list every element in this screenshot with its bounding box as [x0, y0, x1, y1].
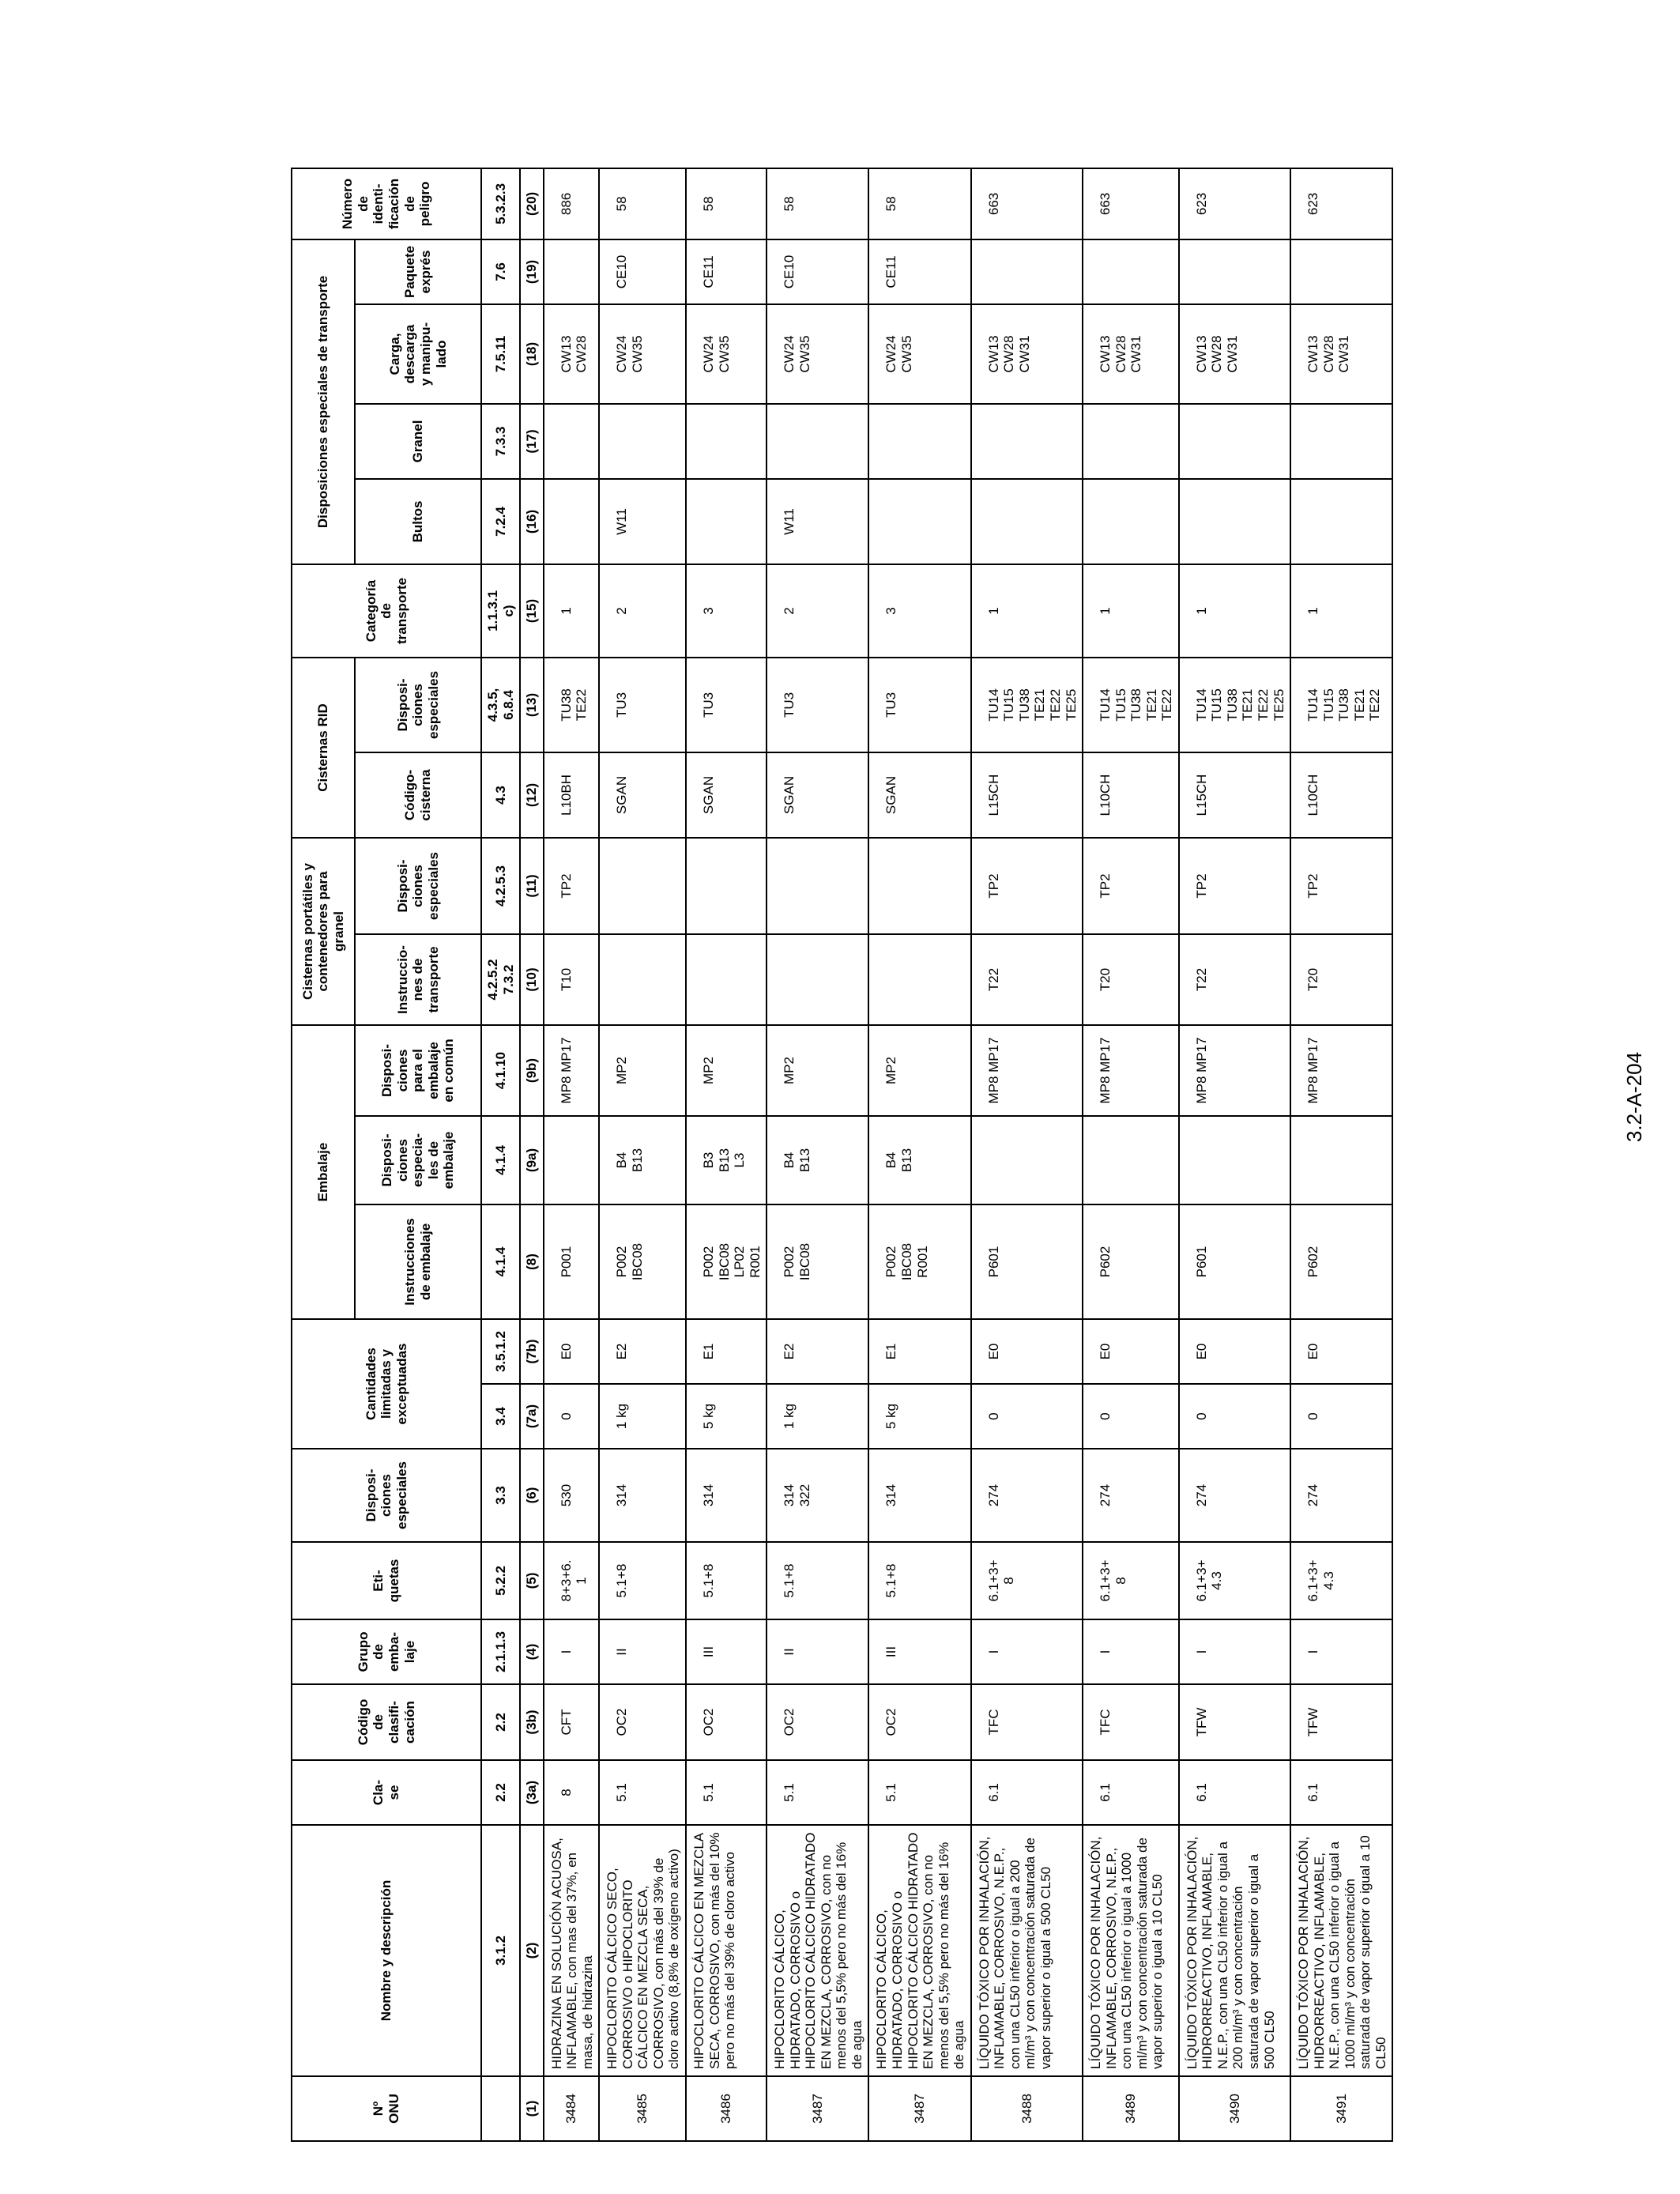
- table-cell: [1179, 404, 1290, 479]
- table-cell: 5.1: [868, 1760, 970, 1825]
- table-cell: TU14 TU15 TU38 TE21 TE22: [1290, 658, 1392, 752]
- table-row: [868, 168, 970, 2141]
- table-cell: 3490: [1179, 2076, 1290, 2141]
- header-rid: Cisternas RID: [292, 658, 355, 838]
- table-cell: [971, 239, 1083, 304]
- table-cell: E2: [599, 1319, 686, 1384]
- table-cell: 1: [1290, 564, 1392, 658]
- table-cell: 3488: [971, 2076, 1083, 2141]
- header-pi: Instrucciones de embalaje: [355, 1204, 481, 1319]
- table-cell: T10: [544, 934, 600, 1025]
- table-cell: 3: [686, 564, 767, 658]
- table-cell: MP2: [599, 1025, 686, 1116]
- table-cell: 1: [971, 564, 1083, 658]
- table-body: [481, 168, 1392, 2141]
- table-cell: 3489: [1083, 2076, 1179, 2141]
- table-cell: 6.1: [1179, 1760, 1290, 1825]
- table-cell: SGAN: [868, 752, 970, 838]
- table-cell: 274: [1290, 1449, 1392, 1542]
- table-cell: 58: [686, 168, 767, 239]
- table-cell: [544, 239, 600, 304]
- table-cell: 1: [1179, 564, 1290, 658]
- column-number-row: [520, 168, 544, 2141]
- table-cell: [686, 404, 767, 479]
- table-cell: MP8 MP17: [1290, 1025, 1392, 1116]
- table-cell: 3: [868, 564, 970, 658]
- table-cell: 5.1+8: [767, 1542, 868, 1619]
- header-portable: Cisternas portátiles y contenedores para granel: [292, 838, 355, 1025]
- table-cell: 3485: [599, 2076, 686, 2141]
- table-cell: 5.1+8: [599, 1542, 686, 1619]
- table-cell: TFW: [1179, 1684, 1290, 1760]
- table-cell: 314: [686, 1449, 767, 1542]
- table-cell: E0: [1290, 1319, 1392, 1384]
- table-cell: 5.1: [767, 1760, 868, 1825]
- table-row: [767, 168, 868, 2141]
- table-cell: 274: [971, 1449, 1083, 1542]
- header-tsp: Disposi- ciones especiales: [355, 838, 481, 934]
- table-cell: [1290, 239, 1392, 304]
- table-cell: 4.3.5, 6.8.4: [481, 658, 520, 752]
- header-tc: Código- cisterna: [355, 752, 481, 838]
- table-cell: 1 kg: [767, 1384, 868, 1449]
- table-cell: (6): [520, 1449, 544, 1542]
- table-cell: (12): [520, 752, 544, 838]
- table-cell: CW24 CW35: [767, 304, 868, 404]
- table-cell: TU3: [767, 658, 868, 752]
- table-cell: T22: [1179, 934, 1290, 1025]
- table-cell: 5.1+8: [686, 1542, 767, 1619]
- table-cell: 314: [868, 1449, 970, 1542]
- table-cell: P602: [1083, 1204, 1179, 1319]
- table-cell: [971, 1116, 1083, 1204]
- header-sp: Disposi- ciones especiales: [292, 1449, 481, 1542]
- table-cell: B3 B13 L3: [686, 1116, 767, 1204]
- table-cell: [971, 479, 1083, 564]
- table-cell: LÍQUIDO TÓXICO POR INHALACIÓN, HIDRORREACTIVO, INFLAMABLE, N.E.P., con una CL50 inferior o igual a 200 ml/m³ y con concentración saturada de vapor superior o igual a 500 CL50: [1179, 1825, 1290, 2076]
- table-cell: (7a): [520, 1384, 544, 1449]
- table-cell: CW13 CW28 CW31: [1290, 304, 1392, 404]
- table-row: [686, 168, 767, 2141]
- table-cell: 274: [1179, 1449, 1290, 1542]
- table-cell: OC2: [767, 1684, 868, 1760]
- table-cell: [1083, 404, 1179, 479]
- table-cell: OC2: [599, 1684, 686, 1760]
- table-cell: 5.1: [686, 1760, 767, 1825]
- table-cell: HIPOCLORITO CÁLCICO EN MEZCLA SECA, CORROSIVO, con más del 10% pero no más del 39% de cloro activo: [686, 1825, 767, 2076]
- table-cell: 1: [1083, 564, 1179, 658]
- table-cell: 5.1+8: [868, 1542, 970, 1619]
- table-row: [599, 168, 686, 2141]
- table-cell: (15): [520, 564, 544, 658]
- table-cell: E0: [1083, 1319, 1179, 1384]
- table-row: [544, 168, 600, 2141]
- table-cell: 0: [971, 1384, 1083, 1449]
- table-cell: (7b): [520, 1319, 544, 1384]
- header-psp: Disposi- ciones especia- les de embalaje: [355, 1116, 481, 1204]
- table-cell: W11: [767, 479, 868, 564]
- table-row: [971, 168, 1083, 2141]
- table-cell: I: [1290, 1619, 1392, 1684]
- table-cell: 1: [544, 564, 600, 658]
- table-cell: 0: [1083, 1384, 1179, 1449]
- table-cell: 2.1.1.3: [481, 1619, 520, 1684]
- table-cell: LÍQUIDO TÓXICO POR INHALACIÓN, INFLAMABLE, CORROSIVO, N.E.P., con una CL50 inferior o igual a 200 ml/m³ y con concentración saturada de vapor superior o igual a 500 CL50: [971, 1825, 1083, 2076]
- table-cell: 3.1.2: [481, 1825, 520, 2076]
- table-cell: [767, 838, 868, 934]
- table-cell: LÍQUIDO TÓXICO POR INHALACIÓN, INFLAMABLE, CORROSIVO, N.E.P., con una CL50 inferior o igual a 1000 ml/m³ y con concentración saturada de vapor superior o igual a 10 CL50: [1083, 1825, 1179, 2076]
- table-cell: SGAN: [686, 752, 767, 838]
- table-cell: TU14 TU15 TU38 TE21 TE22 TE25: [971, 658, 1083, 752]
- table-cell: P002 IBC08: [599, 1204, 686, 1319]
- table-cell: CE10: [599, 239, 686, 304]
- table-cell: P002 IBC08 LP02 R001: [686, 1204, 767, 1319]
- header-lq: Cantidades limitadas y exceptuadas: [292, 1319, 481, 1449]
- table-cell: 58: [599, 168, 686, 239]
- table-cell: (3a): [520, 1760, 544, 1825]
- table-cell: TU14 TU15 TU38 TE21 TE22: [1083, 658, 1179, 752]
- dangerous-goods-table: [291, 168, 1393, 2142]
- table-cell: 4.1.10: [481, 1025, 520, 1116]
- table-cell: 7.2.4: [481, 479, 520, 564]
- table-cell: CE10: [767, 239, 868, 304]
- table-cell: CW24 CW35: [599, 304, 686, 404]
- table-cell: SGAN: [599, 752, 686, 838]
- table-cell: [686, 479, 767, 564]
- table-cell: 4.1.4: [481, 1116, 520, 1204]
- table-cell: 58: [868, 168, 970, 239]
- table-cell: 3491: [1290, 2076, 1392, 2141]
- table-cell: (1): [520, 2076, 544, 2141]
- table-cell: B4 B13: [868, 1116, 970, 1204]
- table-cell: TFW: [1290, 1684, 1392, 1760]
- table-cell: 2.2: [481, 1684, 520, 1760]
- table-cell: [1083, 479, 1179, 564]
- table-cell: [1290, 404, 1392, 479]
- table-cell: 0: [544, 1384, 600, 1449]
- table-cell: MP2: [868, 1025, 970, 1116]
- table-cell: (18): [520, 304, 544, 404]
- table-cell: 3.5.1.2: [481, 1319, 520, 1384]
- table-cell: III: [686, 1619, 767, 1684]
- table-cell: 8: [544, 1760, 600, 1825]
- header-labels: Eti- quetas: [292, 1542, 481, 1619]
- table-cell: 2: [599, 564, 686, 658]
- table-cell: [767, 404, 868, 479]
- table-cell: [481, 2076, 520, 2141]
- table-cell: (17): [520, 404, 544, 479]
- header-pg: Grupo de emba- laje: [292, 1619, 481, 1684]
- table-cell: (19): [520, 239, 544, 304]
- table-cell: 6.1: [1083, 1760, 1179, 1825]
- header-name: Nombre y descripción: [292, 1825, 481, 2076]
- page-number: 3.2-A-204: [1622, 1051, 1646, 1143]
- header-mix: Disposi- ciones para el embalaje en común: [355, 1025, 481, 1116]
- table-cell: TU3: [868, 658, 970, 752]
- table-cell: MP2: [686, 1025, 767, 1116]
- header-code: Código de clasifi- cación: [292, 1684, 481, 1760]
- header-carga: Carga, descarga y manipu- lado: [355, 304, 481, 404]
- table-cell: CW13 CW28: [544, 304, 600, 404]
- table-cell: I: [971, 1619, 1083, 1684]
- table-cell: [868, 404, 970, 479]
- table-cell: II: [599, 1619, 686, 1684]
- table-cell: (16): [520, 479, 544, 564]
- table-cell: TU38 TE22: [544, 658, 600, 752]
- table-cell: L15CH: [1179, 752, 1290, 838]
- table-cell: P602: [1290, 1204, 1392, 1319]
- table-cell: E0: [1179, 1319, 1290, 1384]
- header-rsp: Disposi- ciones especiales: [355, 658, 481, 752]
- table-cell: CW13 CW28 CW31: [1083, 304, 1179, 404]
- table-cell: 663: [1083, 168, 1179, 239]
- table-cell: TP2: [544, 838, 600, 934]
- table-cell: SGAN: [767, 752, 868, 838]
- table-cell: P001: [544, 1204, 600, 1319]
- header-ti: Instruccio- nes de transporte: [355, 934, 481, 1025]
- table-cell: I: [544, 1619, 600, 1684]
- table-cell: E1: [686, 1319, 767, 1384]
- table-cell: (9b): [520, 1025, 544, 1116]
- table-cell: [544, 404, 600, 479]
- header-packaging: Embalaje: [292, 1025, 355, 1319]
- table-cell: 530: [544, 1449, 600, 1542]
- table-cell: (2): [520, 1825, 544, 2076]
- header-class: Cla- se: [292, 1760, 481, 1825]
- table-cell: E1: [868, 1319, 970, 1384]
- table-cell: CW13 CW28 CW31: [1179, 304, 1290, 404]
- table-cell: L15CH: [971, 752, 1083, 838]
- table-cell: [599, 404, 686, 479]
- table-cell: 6.1+3+ 4.3: [1179, 1542, 1290, 1619]
- table-cell: (8): [520, 1204, 544, 1319]
- table-cell: (9a): [520, 1116, 544, 1204]
- table-cell: T20: [1290, 934, 1392, 1025]
- table-cell: B4 B13: [767, 1116, 868, 1204]
- table-cell: 3487: [767, 2076, 868, 2141]
- table-cell: LÍQUIDO TÓXICO POR INHALACIÓN, HIDRORREACTIVO, INFLAMABLE, N.E.P., con una CL50 inferior o igual a 1000 ml/m³ y con concentración saturada de vapor superior o igual a 10 CL50: [1290, 1825, 1392, 2076]
- table-cell: 314 322: [767, 1449, 868, 1542]
- table-cell: 274: [1083, 1449, 1179, 1542]
- table-cell: 3484: [544, 2076, 600, 2141]
- table-cell: [544, 479, 600, 564]
- table-cell: TP2: [1083, 838, 1179, 934]
- table-cell: TU3: [599, 658, 686, 752]
- table-cell: L10CH: [1290, 752, 1392, 838]
- table-cell: 6.1: [1290, 1760, 1392, 1825]
- table-cell: HIPOCLORITO CÁLCICO, HIDRATADO, CORROSIVO o HIPOCLORITO CÁLCICO HIDRATADO EN MEZCLA, CORROSIVO, con no menos del 5,5% pero no más del 16% de agua: [767, 1825, 868, 2076]
- header-granel: Granel: [355, 404, 481, 479]
- table-cell: 4.2.5.2 7.3.2: [481, 934, 520, 1025]
- table-cell: I: [1083, 1619, 1179, 1684]
- table-cell: 5 kg: [686, 1384, 767, 1449]
- table-cell: MP8 MP17: [1179, 1025, 1290, 1116]
- table-cell: (11): [520, 838, 544, 934]
- table-cell: II: [767, 1619, 868, 1684]
- table-cell: 623: [1290, 168, 1392, 239]
- table-cell: 6.1+3+ 8: [1083, 1542, 1179, 1619]
- table-cell: [868, 479, 970, 564]
- table-cell: [1179, 1116, 1290, 1204]
- table-cell: L10BH: [544, 752, 600, 838]
- table-cell: CE11: [868, 239, 970, 304]
- table-cell: TP2: [971, 838, 1083, 934]
- table-cell: [1290, 479, 1392, 564]
- table-cell: E2: [767, 1319, 868, 1384]
- table-cell: 1 kg: [599, 1384, 686, 1449]
- table-cell: [1083, 239, 1179, 304]
- table-cell: 5.3.2.3: [481, 168, 520, 239]
- table-cell: (20): [520, 168, 544, 239]
- table-cell: [767, 934, 868, 1025]
- table-cell: P601: [971, 1204, 1083, 1319]
- table-cell: 2: [767, 564, 868, 658]
- table-cell: 5.1: [599, 1760, 686, 1825]
- table-cell: CW24 CW35: [686, 304, 767, 404]
- header-express: Paquete exprés: [355, 239, 481, 304]
- table-cell: E0: [544, 1319, 600, 1384]
- table-cell: 7.3.3: [481, 404, 520, 479]
- table-cell: 8+3+6. 1: [544, 1542, 600, 1619]
- table-cell: 1.1.3.1 c): [481, 564, 520, 658]
- table-cell: [868, 838, 970, 934]
- table-cell: [599, 838, 686, 934]
- table-cell: W11: [599, 479, 686, 564]
- table-cell: 5.2.2: [481, 1542, 520, 1619]
- table-cell: 623: [1179, 168, 1290, 239]
- table-cell: T22: [971, 934, 1083, 1025]
- table-cell: (3b): [520, 1684, 544, 1760]
- table-cell: E0: [971, 1319, 1083, 1384]
- table-cell: (4): [520, 1619, 544, 1684]
- table-cell: 5 kg: [868, 1384, 970, 1449]
- table-cell: [1179, 239, 1290, 304]
- table-cell: 7.6: [481, 239, 520, 304]
- table-cell: HIPOCLORITO CÁLCICO, HIDRATADO, CORROSIVO o HIPOCLORITO CÁLCICO HIDRATADO EN MEZCLA, CORROSIVO, con no menos del 5,5% pero no más del 16% de agua: [868, 1825, 970, 2076]
- table-row: [1179, 168, 1290, 2141]
- table-row: [1083, 168, 1179, 2141]
- table-cell: MP8 MP17: [971, 1025, 1083, 1116]
- table-row: [1290, 168, 1392, 2141]
- table-cell: P601: [1179, 1204, 1290, 1319]
- table-cell: 58: [767, 168, 868, 239]
- header-row-1: [292, 168, 355, 2141]
- table-cell: HIPOCLORITO CÁLCICO SECO, CORROSIVO o HIPOCLORITO CÁLCICO EN MEZCLA SECA, CORROSIVO, con más del 39% de cloro activo (8,8% de oxígeno activo): [599, 1825, 686, 2076]
- table-cell: 0: [1290, 1384, 1392, 1449]
- table-cell: 3487: [868, 2076, 970, 2141]
- table-cell: 0: [1179, 1384, 1290, 1449]
- table-cell: MP8 MP17: [544, 1025, 600, 1116]
- table-cell: 3.3: [481, 1449, 520, 1542]
- table-cell: 6.1+3+ 8: [971, 1542, 1083, 1619]
- header-un: Nº ONU: [292, 2076, 481, 2141]
- table-cell: TU3: [686, 658, 767, 752]
- table-cell: [544, 1116, 600, 1204]
- table-cell: CE11: [686, 239, 767, 304]
- table-cell: MP8 MP17: [1083, 1025, 1179, 1116]
- table-cell: CFT: [544, 1684, 600, 1760]
- table-cell: 3.4: [481, 1384, 520, 1449]
- table-cell: TFC: [971, 1684, 1083, 1760]
- table-cell: TU14 TU15 TU38 TE21 TE22 TE25: [1179, 658, 1290, 752]
- table-cell: CW24 CW35: [868, 304, 970, 404]
- table-cell: I: [1179, 1619, 1290, 1684]
- table-cell: 3486: [686, 2076, 767, 2141]
- table-cell: 886: [544, 168, 600, 239]
- table-cell: (10): [520, 934, 544, 1025]
- reference-row: [481, 168, 520, 2141]
- table-cell: 4.2.5.3: [481, 838, 520, 934]
- table-cell: [1179, 479, 1290, 564]
- table-cell: P002 IBC08: [767, 1204, 868, 1319]
- table-cell: CW13 CW28 CW31: [971, 304, 1083, 404]
- table-cell: 2.2: [481, 1760, 520, 1825]
- table-cell: OC2: [868, 1684, 970, 1760]
- table-cell: [1290, 1116, 1392, 1204]
- table-cell: [686, 838, 767, 934]
- table-cell: B4 B13: [599, 1116, 686, 1204]
- table-cell: TP2: [1179, 838, 1290, 934]
- table-cell: [599, 934, 686, 1025]
- header-special: Disposiciones especiales de transporte: [292, 239, 355, 564]
- header-hazard: Número de identi- ficación de peligro: [292, 168, 481, 239]
- table-cell: T20: [1083, 934, 1179, 1025]
- table-cell: 6.1: [971, 1760, 1083, 1825]
- table-cell: MP2: [767, 1025, 868, 1116]
- table-cell: 7.5.11: [481, 304, 520, 404]
- table-cell: (13): [520, 658, 544, 752]
- header-bultos: Bultos: [355, 479, 481, 564]
- table-cell: [868, 934, 970, 1025]
- header-cat: Categoría de transporte: [292, 564, 481, 658]
- table-cell: 314: [599, 1449, 686, 1542]
- table-cell: [686, 934, 767, 1025]
- table-cell: TP2: [1290, 838, 1392, 934]
- table-cell: TFC: [1083, 1684, 1179, 1760]
- table-cell: 6.1+3+ 4.3: [1290, 1542, 1392, 1619]
- table-cell: L10CH: [1083, 752, 1179, 838]
- table-cell: III: [868, 1619, 970, 1684]
- table-cell: [1083, 1116, 1179, 1204]
- table-cell: 4.1.4: [481, 1204, 520, 1319]
- table-cell: 4.3: [481, 752, 520, 838]
- table-cell: P002 IBC08 R001: [868, 1204, 970, 1319]
- table-cell: [971, 404, 1083, 479]
- table-cell: HIDRAZINA EN SOLUCIÓN ACUOSA, INFLAMABLE, con mas del 37%, en masa, de hidrazina: [544, 1825, 600, 2076]
- table-cell: (5): [520, 1542, 544, 1619]
- table-cell: OC2: [686, 1684, 767, 1760]
- table-cell: 663: [971, 168, 1083, 239]
